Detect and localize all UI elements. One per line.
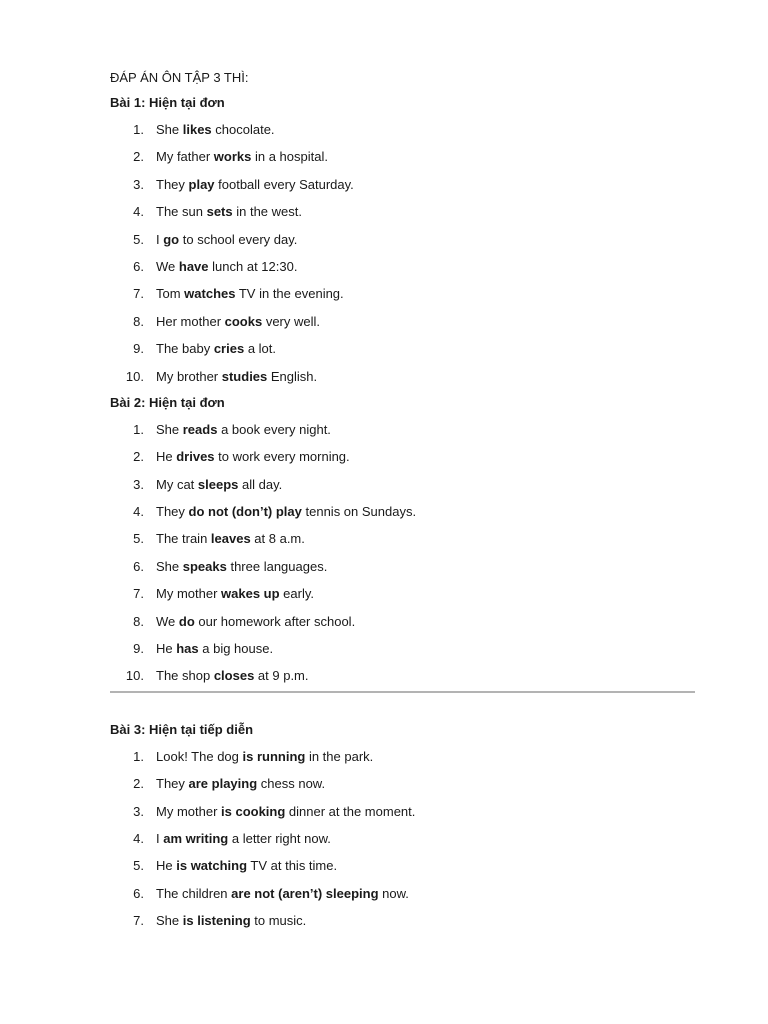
item-text-post: at 8 a.m. — [250, 531, 305, 547]
document-title: ĐÁP ÁN ÔN TẬP 3 THÌ: — [110, 70, 249, 85]
item-text-pre: My father — [156, 149, 214, 165]
item-text — [156, 662, 309, 689]
item-answer: leaves — [210, 531, 251, 547]
answer-list — [110, 743, 695, 935]
item-answer: is running — [242, 748, 306, 764]
item-text-pre: She — [156, 421, 183, 437]
item-number — [110, 280, 156, 307]
list-item — [110, 907, 695, 934]
item-text — [156, 852, 337, 879]
answer-list — [110, 116, 695, 390]
list-item — [110, 798, 695, 825]
list-item — [110, 852, 695, 879]
item-number — [110, 253, 156, 280]
list-item — [110, 363, 695, 390]
item-text-pre: He — [156, 641, 177, 657]
list-item — [110, 226, 695, 253]
item-number-label: 9. — [133, 341, 144, 357]
item-answer: do not (don’t) play — [188, 504, 302, 520]
item-text — [156, 116, 275, 143]
list-item — [110, 880, 695, 907]
item-text-pre: My mother — [156, 586, 222, 602]
item-text — [156, 280, 344, 307]
item-text-post: all day. — [238, 476, 283, 492]
item-text-post: a letter right now. — [228, 830, 331, 846]
item-number-label: 1. — [133, 421, 144, 437]
item-number — [110, 825, 156, 852]
item-answer: likes — [182, 122, 212, 137]
item-answer: speaks — [182, 558, 227, 574]
item-text-pre: Look! The dog — [156, 748, 243, 764]
item-answer: closes — [213, 668, 255, 684]
item-text-pre: We — [156, 258, 179, 274]
item-number-label: 4. — [133, 830, 144, 846]
item-answer: go — [163, 231, 180, 247]
item-text-pre: Her mother — [156, 313, 225, 329]
item-text — [156, 743, 373, 770]
item-text-pre: He — [156, 449, 177, 465]
item-number-label: 1. — [133, 122, 144, 137]
item-text-post: football every Saturday. — [214, 176, 354, 192]
item-number-label: 9. — [133, 641, 144, 657]
item-answer: studies — [221, 368, 268, 384]
item-number — [110, 171, 156, 198]
list-item — [110, 280, 695, 307]
list-item — [110, 608, 695, 635]
list-item — [110, 580, 695, 607]
item-answer: drives — [176, 449, 215, 465]
item-text-post: chocolate. — [211, 122, 275, 137]
item-number — [110, 335, 156, 362]
item-answer: cries — [213, 341, 245, 357]
item-answer: are not (aren’t) sleeping — [231, 885, 379, 901]
item-number — [110, 635, 156, 662]
item-number — [110, 471, 156, 498]
item-text-post: a book every night. — [217, 421, 331, 437]
item-answer: do — [178, 613, 195, 629]
section-3 — [110, 717, 695, 935]
item-text — [156, 498, 416, 525]
item-text — [156, 907, 306, 934]
item-text-pre: They — [156, 176, 189, 192]
item-number — [110, 226, 156, 253]
item-number-label: 3. — [133, 176, 144, 192]
item-number-label: 6. — [133, 258, 144, 274]
item-text-post: in the park. — [305, 748, 374, 764]
item-text-post: TV in the evening. — [235, 286, 344, 302]
item-number — [110, 308, 156, 335]
item-number — [110, 580, 156, 607]
list-item — [110, 116, 695, 143]
item-number-label: 5. — [133, 231, 144, 247]
list-item — [110, 498, 695, 525]
item-text-post: TV at this time. — [247, 858, 338, 874]
page-divider — [110, 691, 695, 693]
section-heading: Bài 2: Hiện tại đơn — [110, 394, 225, 410]
item-text-pre: The children — [156, 885, 232, 901]
item-number — [110, 743, 156, 770]
item-text-post: our homework after school. — [194, 613, 356, 629]
item-number — [110, 116, 156, 143]
item-number-label: 7. — [133, 586, 144, 602]
item-number-label: 8. — [133, 613, 144, 629]
item-answer: watches — [184, 286, 236, 302]
item-number-label: 2. — [133, 149, 144, 165]
list-item — [110, 662, 695, 689]
item-number-label: 6. — [133, 558, 144, 574]
list-item — [110, 416, 695, 443]
item-text — [156, 471, 282, 498]
item-text-pre: The sun — [156, 204, 207, 220]
item-text-post: a big house. — [198, 641, 274, 657]
item-answer: reads — [182, 421, 218, 437]
item-text — [156, 798, 415, 825]
item-text-post: dinner at the moment. — [285, 803, 416, 819]
list-item — [110, 443, 695, 470]
item-number — [110, 798, 156, 825]
item-text-pre: The baby — [156, 341, 214, 357]
item-text — [156, 608, 355, 635]
section-heading: Bài 1: Hiện tại đơn — [110, 95, 225, 110]
item-text — [156, 635, 273, 662]
item-text — [156, 308, 320, 335]
item-text-pre: She — [156, 913, 183, 929]
item-number — [110, 608, 156, 635]
item-text-post: in the west. — [232, 204, 302, 220]
section-heading: Bài 3: Hiện tại tiếp diễn — [110, 721, 254, 737]
item-answer: is cooking — [221, 803, 286, 819]
item-answer: wakes up — [221, 586, 280, 602]
item-answer: is listening — [182, 913, 251, 929]
item-number — [110, 143, 156, 170]
item-text-post: at 9 p.m. — [254, 668, 309, 684]
item-text-pre: I — [156, 231, 164, 247]
item-text — [156, 416, 331, 443]
item-number-label: 5. — [133, 531, 144, 547]
document-page — [110, 66, 695, 935]
item-number-label: 3. — [133, 803, 144, 819]
item-number-label: 1. — [133, 748, 144, 764]
list-item — [110, 171, 695, 198]
item-text-post: English. — [267, 368, 318, 384]
item-number-label: 7. — [133, 286, 144, 302]
item-number — [110, 498, 156, 525]
item-text-post: chess now. — [257, 776, 326, 792]
item-text — [156, 143, 328, 170]
item-text-pre: They — [156, 504, 189, 520]
item-number-label: 10. — [125, 668, 144, 684]
item-text-post: three languages. — [226, 558, 328, 574]
list-item — [110, 308, 695, 335]
item-number — [110, 553, 156, 580]
item-text — [156, 171, 354, 198]
item-number — [110, 525, 156, 552]
list-item — [110, 253, 695, 280]
item-text — [156, 825, 331, 852]
item-text-pre: They — [156, 776, 189, 792]
list-item — [110, 335, 695, 362]
section-1 — [110, 90, 695, 390]
item-number-label: 4. — [133, 504, 144, 520]
item-number-label: 4. — [133, 204, 144, 220]
item-number-label: 7. — [133, 913, 144, 929]
item-text — [156, 335, 276, 362]
item-number — [110, 198, 156, 225]
answer-list — [110, 416, 695, 690]
item-number — [110, 416, 156, 443]
item-number-label: 3. — [133, 476, 144, 492]
item-text — [156, 553, 327, 580]
item-answer: sets — [206, 204, 233, 220]
item-text — [156, 880, 409, 907]
item-text-pre: Tom — [156, 286, 185, 302]
item-text-pre: My mother — [156, 803, 222, 819]
item-text-pre: The train — [156, 531, 211, 547]
item-number — [110, 363, 156, 390]
list-item — [110, 143, 695, 170]
item-text-post: very well. — [262, 313, 321, 329]
list-item — [110, 553, 695, 580]
item-number — [110, 907, 156, 934]
item-text-pre: He — [156, 858, 177, 874]
item-text-pre: My brother — [156, 368, 222, 384]
item-text-pre: My cat — [156, 476, 198, 492]
item-text — [156, 363, 317, 390]
item-text-pre: I — [156, 830, 164, 846]
item-number-label: 6. — [133, 885, 144, 901]
item-text-post: early. — [279, 586, 314, 602]
item-text-post: to work every morning. — [214, 449, 350, 465]
item-text-pre: She — [156, 122, 183, 137]
item-answer: works — [213, 149, 252, 165]
item-number-label: 2. — [133, 776, 144, 792]
item-number-label: 10. — [125, 368, 144, 384]
item-number — [110, 770, 156, 797]
item-answer: play — [188, 176, 215, 192]
item-text-pre: She — [156, 558, 183, 574]
list-item — [110, 471, 695, 498]
item-answer: are playing — [188, 776, 258, 792]
item-text-post: to school every day. — [179, 231, 298, 247]
item-text-post: lunch at 12:30. — [208, 258, 298, 274]
item-number-label: 2. — [133, 449, 144, 465]
item-text — [156, 443, 350, 470]
item-text — [156, 770, 325, 797]
item-text-post: now. — [378, 885, 409, 901]
list-item — [110, 198, 695, 225]
list-item — [110, 743, 695, 770]
item-answer: sleeps — [197, 476, 239, 492]
item-answer: is watching — [176, 858, 248, 874]
section-2 — [110, 390, 695, 690]
list-item — [110, 770, 695, 797]
item-number — [110, 880, 156, 907]
item-answer: has — [176, 641, 199, 657]
item-text — [156, 226, 297, 253]
item-text-post: a lot. — [244, 341, 276, 357]
item-number-label: 5. — [133, 858, 144, 874]
item-text-pre: The shop — [156, 668, 214, 684]
item-text — [156, 253, 297, 280]
item-text-post: to music. — [250, 913, 307, 929]
list-item — [110, 525, 695, 552]
item-text — [156, 525, 305, 552]
item-answer: cooks — [224, 313, 263, 329]
item-number — [110, 852, 156, 879]
item-text — [156, 580, 314, 607]
item-text-post: in a hospital. — [251, 149, 328, 165]
item-text-pre: We — [156, 613, 179, 629]
list-item — [110, 635, 695, 662]
item-text-post: tennis on Sundays. — [301, 504, 417, 520]
item-number — [110, 443, 156, 470]
item-number-label: 8. — [133, 313, 144, 329]
list-item — [110, 825, 695, 852]
item-text — [156, 198, 302, 225]
item-number — [110, 662, 156, 689]
item-answer: am writing — [163, 830, 229, 846]
item-answer: have — [178, 258, 209, 274]
